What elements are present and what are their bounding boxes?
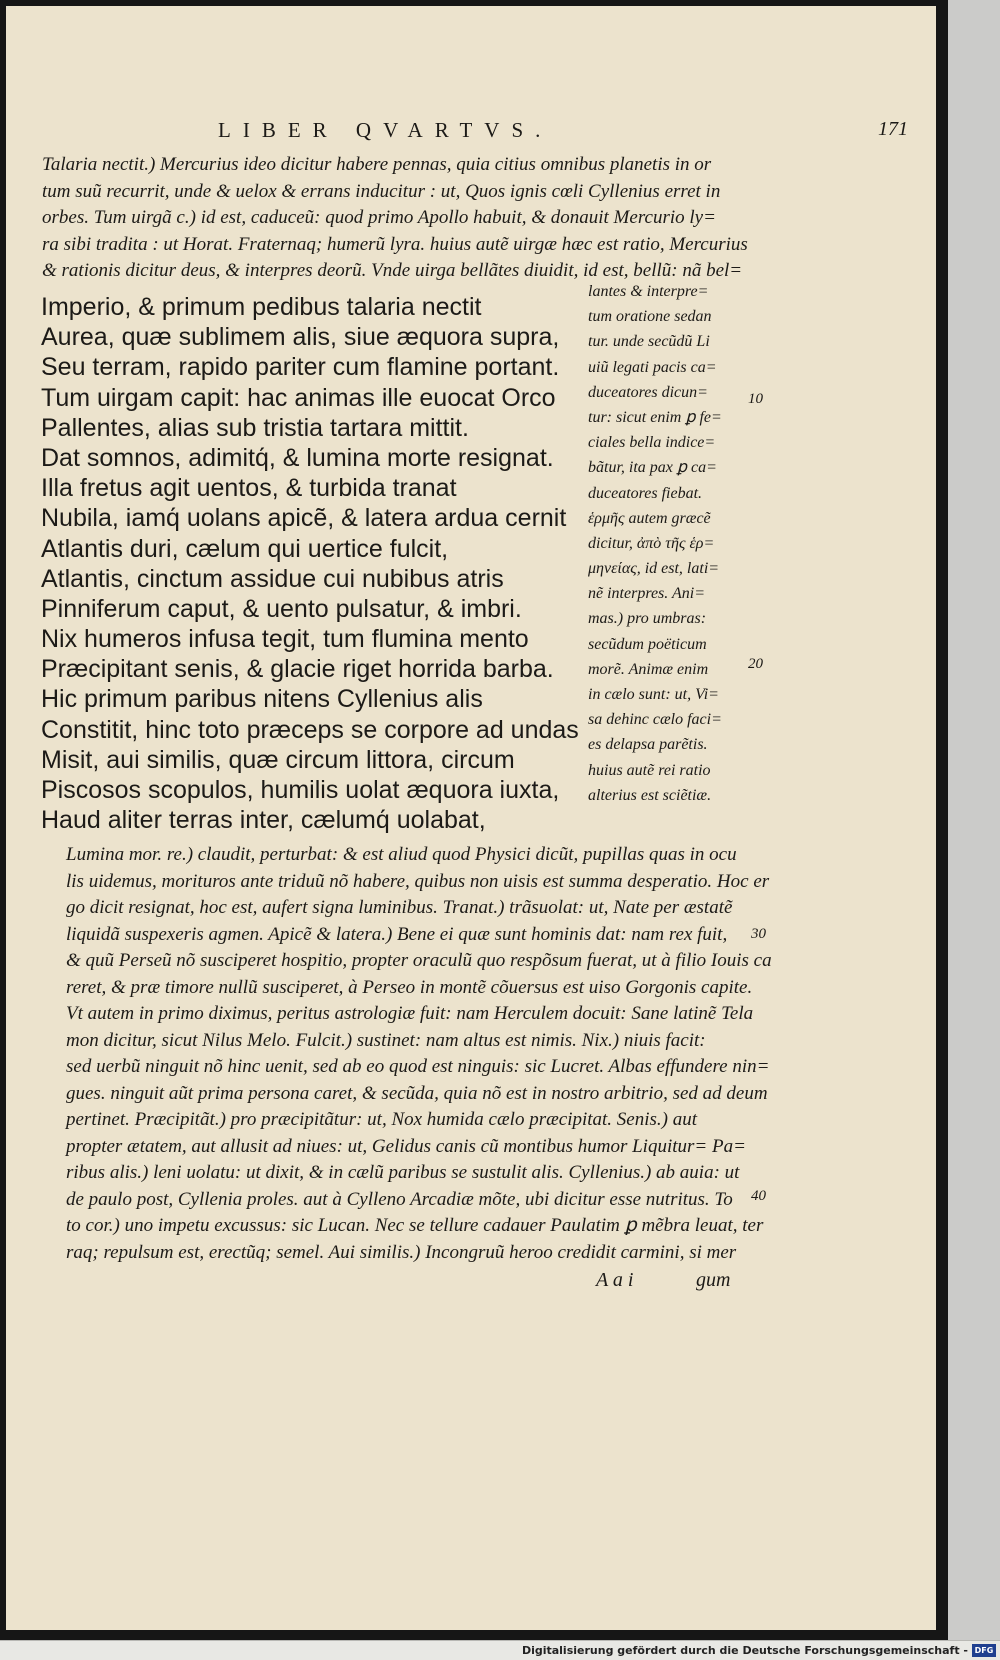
commentary-line: de paulo post, Cyllenia proles. aut à Cylleno Arcadiæ mõte, ubi dicitur esse nutritus. To	[66, 1188, 733, 1210]
side-commentary-line: ἑρμῆς autem græcẽ	[588, 509, 711, 527]
commentary-line: lis uidemus, morituros ante triduũ nõ habere, quibus non uisis est summa desperatio. Hoc er	[66, 870, 770, 892]
commentary-line: Vt autem in primo diximus, peritus astrologiæ fuit: nam Herculem docuit: Sane latinẽ Tela	[66, 1003, 754, 1024]
commentary-line: pertinet. Præcipitãt.) pro præcipitãtur: ut, Nox humida cælo præcipitat. Senis.) aut	[66, 1109, 698, 1130]
commentary-line: liquidã suspexeris agmen. Apicẽ & latera.) Bene ei quæ sunt hominis dat: nam rex fuit,	[66, 923, 728, 945]
side-commentary-line: uiũ legati pacis ca=	[588, 358, 717, 376]
side-commentary-line: tur. unde secũdũ Li	[588, 333, 710, 351]
commentary-line: to cor.) uno impetu excussus: sic Lucan. Nec se tellure cadauer Paulatim ꝑ mẽbra leuat, ter	[66, 1215, 764, 1236]
line-number: 20	[748, 656, 763, 672]
commentary-line: mon dicitur, sicut Nilus Melo. Fulcit.) sustinet: nam altus est nimis. Nix.) niuis facit:	[66, 1029, 706, 1051]
side-commentary-line: sa dehinc cælo faci=	[588, 711, 722, 729]
digitization-footer	[0, 1640, 1000, 1660]
side-commentary-line: duceatores fiebat.	[588, 484, 703, 502]
commentary-line: Talaria nectit.) Mercurius ideo dicitur habere pennas, quia citius omnibus planetis in or	[42, 154, 712, 175]
side-commentary-line: dicitur, ἀπὸ τῆς ἑρ=	[588, 534, 715, 552]
verse-line: Pallentes, alias sub tristia tartara mittit.	[41, 413, 469, 442]
verse-line: Haud aliter terras inter, cælumq́ uolabat,	[41, 806, 486, 835]
side-commentary-line: nẽ interpres. Ani=	[588, 585, 706, 603]
catchword: gum	[696, 1269, 731, 1291]
line-number: 30	[751, 926, 766, 942]
verse-line: Illa fretus agit uentos, & turbida tranat	[41, 474, 457, 503]
side-commentary	[588, 279, 722, 808]
side-commentary-line: in cælo sunt: ut, Vi=	[588, 686, 719, 703]
side-commentary-line: morẽ. Animæ enim	[588, 660, 709, 678]
commentary-line: ra sibi tradita : ut Horat. Fraternaq; humerũ lyra. huius autẽ uirgæ hæc est ratio, Mercurius	[42, 233, 748, 255]
side-commentary-line: huius autẽ rei ratio	[588, 761, 711, 779]
commentary-line: raq; repulsum est, erectũq; semel. Aui similis.) Incongruũ heroo credidit carmini, si mer	[66, 1241, 737, 1263]
commentary-line: reret, & præ timore nullũ susciperet, à Perseo in montẽ cõuersus est uiso Gorgonis capite.	[66, 976, 753, 998]
verse-line: Aurea, quæ sublimem alis, siue æquora supra,	[41, 323, 560, 352]
verse-line: Nix humeros infusa tegit, tum flumina mento	[41, 625, 529, 654]
commentary-top	[42, 152, 748, 285]
commentary-line: gues. ninguit aũt prima persona caret, & secũda, quia nõ est in nostro arbitrio, sed ad deum	[66, 1082, 768, 1104]
verse-line: Tum uirgam capit: hac animas ille euocat Orco	[41, 383, 556, 412]
side-commentary-line: ciales bella indice=	[588, 434, 716, 452]
verse-line: Atlantis duri, cælum qui uertice fulcit,	[41, 534, 449, 563]
commentary-line: sed uerbũ ninguit nõ hinc uenit, sed ab eo quod est ninguis: sic Lucret. Albas effundere nin=	[66, 1056, 770, 1077]
side-commentary-line: mas.) pro umbras:	[588, 610, 707, 628]
side-commentary-line: tur: sicut enim ꝑ fe=	[588, 408, 722, 426]
side-commentary-line: alterius est sciẽtiæ.	[588, 786, 712, 804]
verse-line: Dat somnos, adimitq́, & lumina morte resignat.	[41, 443, 554, 472]
verse-line: Atlantis, cinctum assidue cui nubibus atris	[41, 564, 504, 593]
commentary-line: Lumina mor. re.) claudit, perturbat: & est aliud quod Physici dicũt, pupillas quas in ocu	[66, 844, 737, 865]
verse-line: Constitit, hinc toto præceps se corpore ad undas	[41, 715, 579, 744]
commentary-line: & rationis dicitur deus, & interpres deorũ. Vnde uirga bellãtes diuidit, id est, bellũ: nã bel=	[42, 260, 743, 282]
line-number: 40	[751, 1188, 766, 1204]
commentary-line: tum suũ recurrit, unde & uelox & errans inducitur : ut, Quos ignis cœli Cyllenius erret in	[42, 180, 721, 202]
commentary-line: propter ætatem, aut allusit ad niues: ut, Gelidus canis cũ montibus humor Liquitur= Pa=	[66, 1135, 746, 1157]
side-commentary-line: μηνείας, id est, lati=	[588, 560, 720, 578]
commentary-line: ribus alis.) leni uolatu: ut dixit, & in cælũ paribus se sustulit alis. Cyllenius.) ab auia: ut	[66, 1162, 740, 1183]
verse-line: Nubila, iamq́ uolans apicẽ, & latera ardua cernit	[41, 504, 567, 533]
line-number: 10	[748, 391, 763, 407]
folio-number: 171	[878, 118, 908, 140]
side-commentary-line: duceatores dicun=	[588, 383, 708, 401]
commentary-line: go dicit resignat, hoc est, aufert signa luminibus. Tranat.) trãsuolat: ut, Nate per æstatẽ	[66, 897, 733, 918]
side-commentary-line: es delapsa parẽtis.	[588, 736, 708, 754]
funding-credit: Digitalisierung gefördert durch die Deutsche Forschungsgemeinschaft -	[521, 1644, 968, 1657]
commentary-bottom	[66, 842, 772, 1266]
book-page	[6, 6, 936, 1630]
verse-line: Pinniferum caput, & uento pulsatur, & imbri.	[41, 594, 522, 623]
commentary-line: orbes. Tum uirgã c.) id est, caduceũ: quod primo Apollo habuit, & donauit Mercurio ly=	[42, 207, 716, 229]
verse-block	[41, 292, 579, 835]
verse-line: Seu terram, rapido pariter cum flamine portant.	[41, 353, 560, 382]
verse-line: Misit, aui similis, quæ circum littora, circum	[41, 745, 515, 774]
verse-line: Piscosos scopulos, humilis uolat æquora iuxta,	[41, 776, 560, 804]
verse-line: Præcipitant senis, & glacie riget horrida barba.	[41, 655, 554, 684]
side-commentary-line: lantes & interpre=	[588, 283, 709, 300]
side-commentary-line: tum oratione sedan	[588, 308, 712, 326]
side-commentary-line: bãtur, ita pax ꝑ ca=	[588, 459, 717, 477]
verse-line: Hic primum paribus nitens Cyllenius alis	[41, 685, 483, 714]
signature-mark: A a i	[596, 1269, 634, 1291]
dfg-logo-icon[interactable]: DFG	[972, 1644, 996, 1657]
running-title: LIBER QVARTVS.	[218, 118, 553, 142]
side-commentary-line: secũdum poëticum	[588, 635, 707, 653]
verse-line: Imperio, & primum pedibus talaria nectit	[41, 293, 482, 321]
commentary-line: & quũ Perseũ nõ susciperet hospitio, propter oraculũ quo respõsum fuerat, ut à filio Iouis ca	[66, 950, 772, 971]
